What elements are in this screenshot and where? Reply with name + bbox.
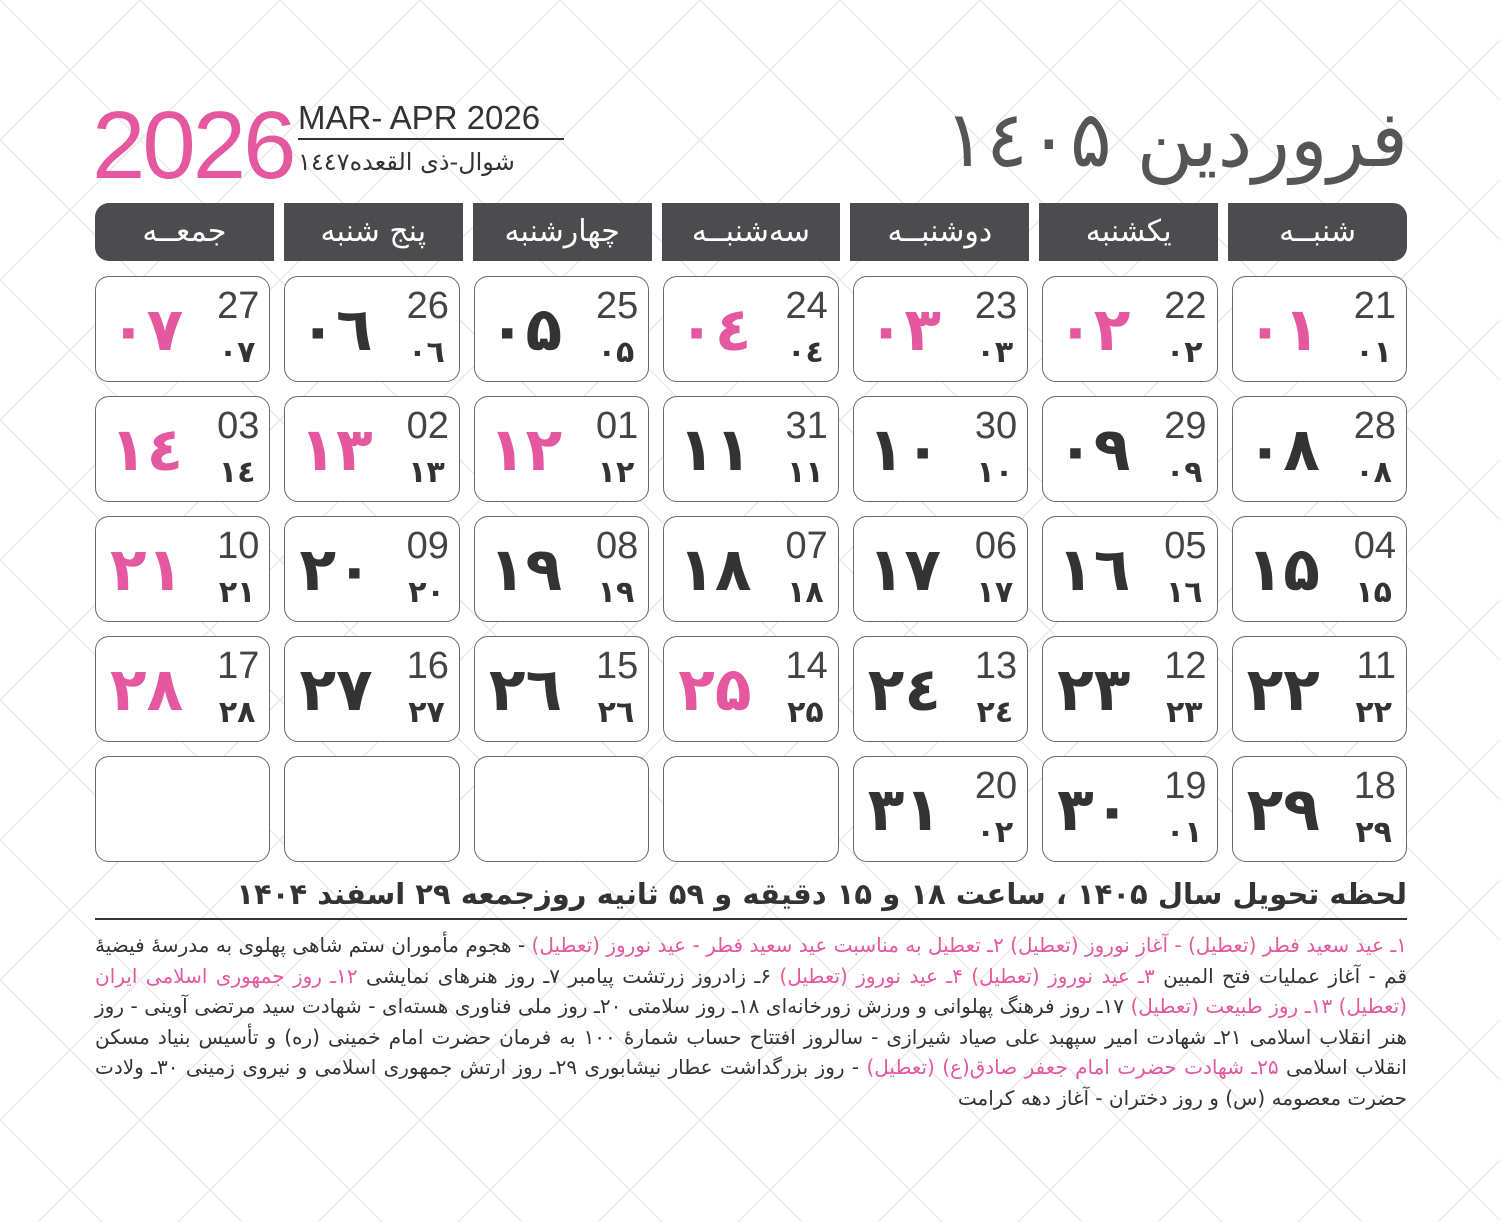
hijri-day-number: ۲٤ [976, 695, 1014, 730]
day-cell [1232, 396, 1407, 502]
hijri-day-number: ۲۸ [218, 695, 256, 730]
day-cell [1042, 636, 1217, 742]
persian-day-number: ۱٦ [1057, 535, 1131, 605]
hijri-day-number: ۱٦ [1165, 575, 1203, 610]
gregorian-day-number: 01 [596, 405, 639, 447]
hijri-day-number: ۱۹ [597, 575, 635, 610]
hijri-day-number: ۰۸ [1355, 455, 1392, 490]
gregorian-day-number: 25 [596, 285, 639, 327]
persian-day-number: ۳۱ [867, 775, 941, 845]
day-cell [95, 636, 270, 742]
day-cell [1042, 276, 1217, 382]
event-text: - روز بزرگداشت عطار نیشابوری ۲۹ـ روز ارتش جمهوری اسلامی و نیروی زمینی ۳۰ـ ولادت حضرت معصومه (س) و روز دختران - آغاز دهه کرامت [95, 1055, 1407, 1110]
gregorian-day-number: 08 [596, 525, 639, 567]
gregorian-day-number: 27 [217, 285, 260, 327]
gregorian-day-number: 05 [1164, 525, 1207, 567]
calendar-header [0, 0, 1500, 200]
day-cell [663, 396, 838, 502]
gregorian-day-number: 13 [974, 645, 1018, 687]
persian-day-number: ۱۲ [488, 415, 563, 485]
gregorian-day-number: 07 [785, 525, 828, 567]
gregorian-day-number: 20 [974, 765, 1018, 807]
weekday-header-row [95, 203, 1407, 261]
weekday-sunday: یکشنبه [1039, 203, 1218, 261]
persian-month-title: فروردین ۱٤۰۵ [944, 95, 1408, 185]
event-text: - هجوم مأموران ستم شاهی پهلوی به مدرسهٔ فیضیهٔ قم - آغاز عملیات فتح المبین [95, 933, 1408, 988]
persian-day-number: ۰۱ [1246, 295, 1320, 365]
gregorian-day-number: 02 [406, 405, 449, 447]
persian-day-number: ۱۹ [488, 535, 563, 605]
hijri-day-number: ۱۰ [976, 455, 1014, 490]
hijri-day-number: ۱۵ [1355, 575, 1392, 610]
persian-day-number: ۰۷ [110, 295, 184, 365]
event-text: ۶ـ زادروز زرتشت پیامبر ۷ـ روز هنرهای نمایشی [357, 963, 780, 988]
day-cell [1042, 396, 1217, 502]
persian-day-number: ۲۳ [1057, 655, 1131, 725]
persian-day-number: ۲۵ [678, 655, 752, 725]
hijri-day-number: ۰۱ [1165, 815, 1203, 850]
persian-day-number: ۳۰ [1057, 775, 1131, 845]
day-cell [284, 516, 459, 622]
gregorian-day-number: 06 [974, 525, 1018, 567]
persian-day-number: ۲٤ [867, 655, 941, 725]
hijri-months: شوال-ذی القعده۱٤٤۷ [298, 148, 515, 176]
persian-day-number: ۱۱ [678, 415, 752, 485]
gregorian-day-number: 11 [1356, 645, 1396, 687]
gregorian-day-number: 14 [785, 645, 828, 687]
gregorian-day-number: 21 [1353, 285, 1396, 327]
persian-day-number: ۲۸ [110, 655, 184, 725]
hijri-day-number: ۱۸ [787, 575, 824, 610]
empty-day-cell [284, 756, 459, 862]
day-cell [1232, 276, 1407, 382]
hijri-day-number: ۱۷ [976, 575, 1014, 610]
hijri-day-number: ۲۳ [1165, 695, 1203, 730]
hijri-day-number: ۰٤ [787, 335, 824, 370]
persian-day-number: ۲۲ [1246, 655, 1320, 725]
holiday-event-text: ۱۲ـ روز جمهوری اسلامی ایران (تعطیل) ۱۳ـ روز طبیعت (تعطیل) [95, 963, 1408, 1018]
persian-day-number: ۲۷ [299, 655, 373, 725]
gregorian-day-number: 29 [1164, 405, 1207, 447]
hijri-day-number: ۱٤ [218, 455, 256, 490]
day-cell [95, 276, 270, 382]
persian-day-number: ۲۱ [110, 535, 184, 605]
day-cell [1042, 756, 1217, 862]
day-cell [1042, 516, 1217, 622]
day-cell [95, 516, 270, 622]
persian-day-number: ۱۸ [678, 535, 752, 605]
hijri-day-number: ۰۳ [976, 335, 1014, 370]
day-cell [284, 276, 459, 382]
empty-day-cell [474, 756, 649, 862]
day-cell [853, 396, 1028, 502]
hijri-day-number: ۲۲ [1355, 695, 1392, 730]
day-cell [853, 276, 1028, 382]
persian-day-number: ۰۹ [1057, 415, 1131, 485]
new-year-moment: لحظه تحویل سال ۱۴۰۵ ، ساعت ۱۸ و ۱۵ دقیقه و ۵۹ ثانیه روزجمعه ۲۹ اسفند ۱۴۰۴ [95, 872, 1407, 920]
day-cell [284, 396, 459, 502]
gregorian-day-number: 26 [406, 285, 449, 327]
persian-day-number: ۱۵ [1246, 535, 1320, 605]
day-cell [853, 756, 1028, 862]
hijri-day-number: ۱۳ [408, 455, 445, 490]
weekday-monday: دوشنبــه [850, 203, 1029, 261]
weekday-wednesday: چهارشنبه [473, 203, 652, 261]
event-text: ۱۷ـ روز فرهنگ پهلوانی و ورزش زورخانه‌ای ۱۸ـ روز سلامتی ۲۰ـ روز ملی فناوری هسته‌ای - شهادت سید مرتضی آوینی - روز هنر انقلاب اسلامی ۲۱ـ شهادت امیر سپهبد علی صیاد شیرازی - سالروز افتتاح حساب شمارهٔ ۱۰۰ به فرمان حضرت امام خمینی (ره) و تأسیس بنیاد مسکن انقلاب اسلامی [95, 994, 1407, 1079]
gregorian-months: MAR- APR 2026 [298, 98, 564, 140]
persian-day-number: ۰۸ [1246, 415, 1320, 485]
hijri-day-number: ۰۲ [976, 815, 1014, 850]
hijri-day-number: ۲۵ [787, 695, 824, 730]
gregorian-day-number: 15 [596, 645, 639, 687]
weekday-thursday: پنج شنبه [284, 203, 463, 261]
day-cell [663, 636, 838, 742]
gregorian-day-number: 22 [1164, 285, 1207, 327]
day-cell [1232, 756, 1407, 862]
holiday-event-text: ۱ـ عید سعید فطر (تعطیل) - آغاز نوروز (تعطیل) ۲ـ تعطیل به مناسبت عید سعید فطر - عید نوروز (تعطیل) [531, 933, 1407, 957]
gregorian-day-number: 23 [974, 285, 1018, 327]
hijri-day-number: ۲۹ [1355, 815, 1392, 850]
day-cell [1232, 516, 1407, 622]
day-cell [474, 516, 649, 622]
weekday-tuesday: سه‌شنبــه [662, 203, 841, 261]
events-list [95, 930, 1407, 1113]
holiday-event-text: ۲۵ـ شهادت حضرت امام جعفر صادق(ع) (تعطیل) [866, 1055, 1279, 1079]
persian-day-number: ۲۰ [299, 535, 373, 605]
persian-day-number: ۰۲ [1057, 295, 1131, 365]
day-cell [95, 396, 270, 502]
hijri-day-number: ۰۹ [1165, 455, 1203, 490]
hijri-day-number: ۰٦ [408, 335, 445, 370]
weekday-saturday: شنبــه [1228, 203, 1407, 261]
weekday-friday: جمعــه [95, 203, 274, 261]
hijri-day-number: ۲۷ [408, 695, 445, 730]
empty-day-cell [663, 756, 838, 862]
gregorian-day-number: 31 [785, 405, 828, 447]
gregorian-day-number: 12 [1164, 645, 1207, 687]
gregorian-day-number: 18 [1353, 765, 1396, 807]
hijri-day-number: ۲۱ [218, 575, 256, 610]
persian-day-number: ۲۹ [1246, 775, 1320, 845]
gregorian-year: 2026 [92, 92, 294, 199]
persian-day-number: ۱۳ [299, 415, 373, 485]
hijri-day-number: ۲٦ [597, 695, 635, 730]
gregorian-day-number: 10 [217, 525, 260, 567]
hijri-day-number: ۰۵ [597, 335, 635, 370]
day-cell [474, 636, 649, 742]
hijri-day-number: ۰۷ [218, 335, 256, 370]
day-cell [663, 516, 838, 622]
gregorian-day-number: 30 [974, 405, 1018, 447]
gregorian-day-number: 17 [217, 645, 260, 687]
hijri-day-number: ۱۲ [597, 455, 635, 490]
gregorian-day-number: 28 [1353, 405, 1396, 447]
day-cell [284, 636, 459, 742]
hijri-day-number: ۱۱ [787, 455, 824, 490]
persian-day-number: ۱۷ [867, 535, 941, 605]
gregorian-day-number: 24 [785, 285, 828, 327]
calendar-grid [95, 276, 1407, 862]
day-cell [853, 516, 1028, 622]
day-cell [853, 636, 1028, 742]
hijri-day-number: ۲۰ [408, 575, 445, 610]
day-cell [474, 396, 649, 502]
gregorian-day-number: 09 [406, 525, 449, 567]
gregorian-day-number: 03 [217, 405, 260, 447]
gregorian-day-number: 16 [406, 645, 449, 687]
day-cell [663, 276, 838, 382]
hijri-day-number: ۰۲ [1165, 335, 1203, 370]
hijri-day-number: ۰۱ [1355, 335, 1392, 370]
holiday-event-text: ۳ـ عید نوروز (تعطیل) ۴ـ عید نوروز (تعطیل) [779, 963, 1155, 988]
persian-day-number: ۰٦ [299, 295, 373, 365]
day-cell [1232, 636, 1407, 742]
empty-day-cell [95, 756, 270, 862]
persian-day-number: ۲٦ [488, 655, 563, 725]
persian-day-number: ۰۵ [488, 295, 563, 365]
persian-day-number: ۱۰ [867, 415, 941, 485]
gregorian-day-number: 04 [1353, 525, 1396, 567]
persian-day-number: ۰٤ [678, 295, 752, 365]
persian-day-number: ۰۳ [867, 295, 941, 365]
persian-day-number: ۱٤ [110, 415, 184, 485]
gregorian-day-number: 19 [1164, 765, 1207, 807]
day-cell [474, 276, 649, 382]
